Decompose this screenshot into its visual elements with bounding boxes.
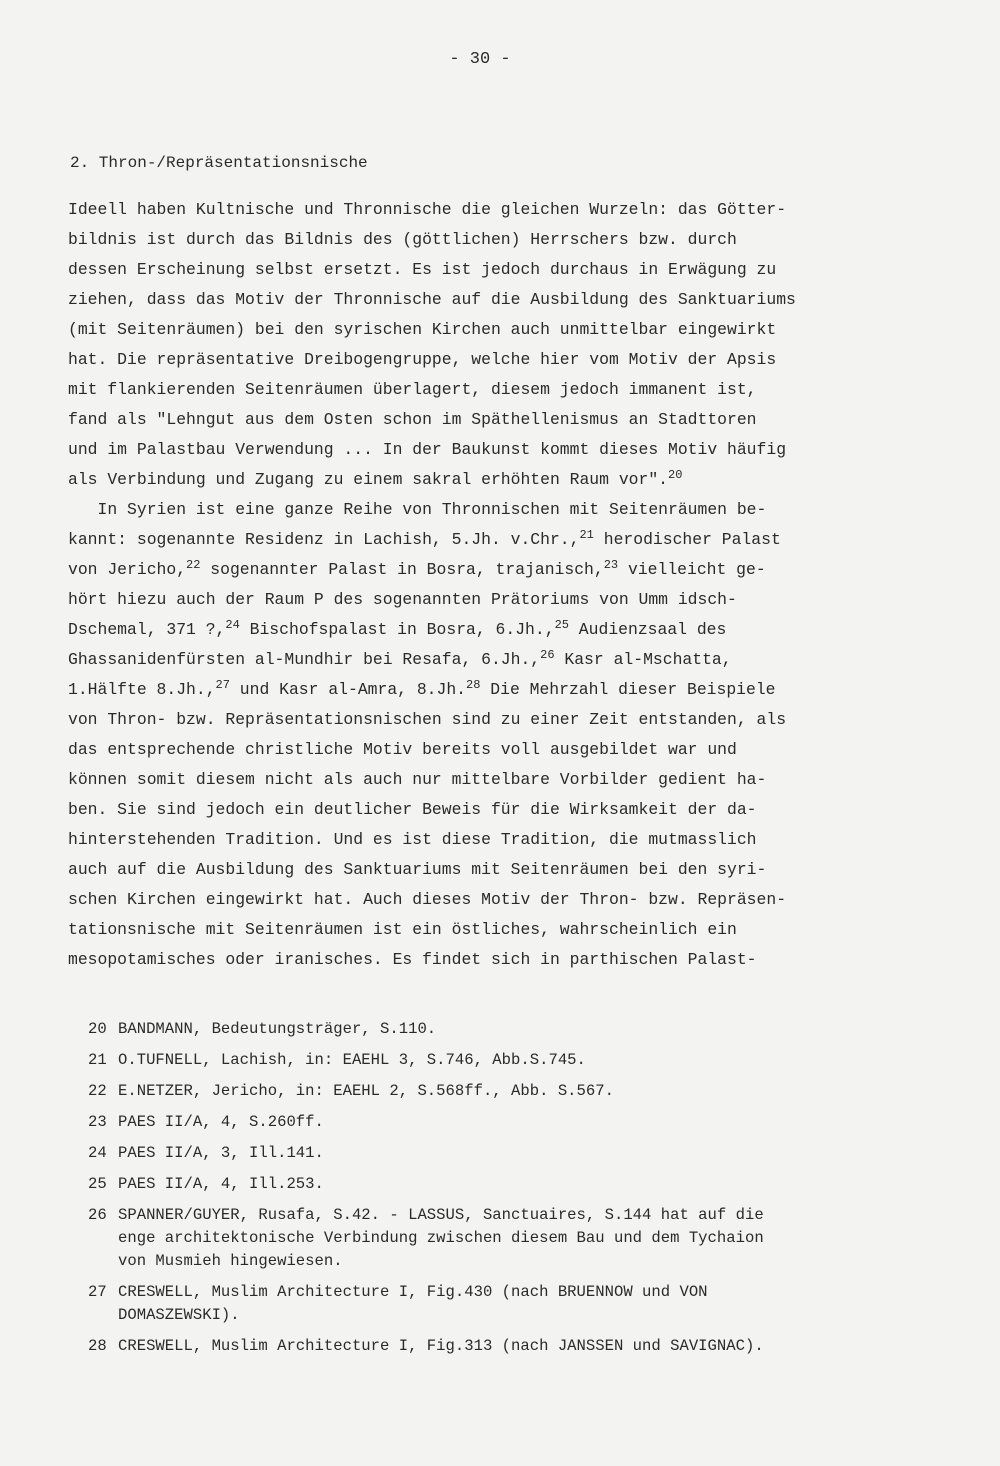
- text-run: und im Palastbau Verwendung ... In der Baukunst kommt dieses Motiv häufig: [68, 440, 787, 459]
- footnote: [88, 1281, 948, 1327]
- footnote-ref: 23: [603, 558, 619, 572]
- text-run: mesopotamisches oder iranisches. Es findet sich in parthischen Palast-: [68, 950, 757, 969]
- footnote-number: 28: [88, 1337, 107, 1355]
- footnote-text: PAES II/A, 4, S.260ff.: [118, 1113, 324, 1131]
- text-run: ben. Sie sind jedoch ein deutlicher Beweis für die Wirksamkeit der da-: [68, 800, 757, 819]
- footnote-ref: 25: [554, 618, 569, 632]
- footnote-ref: 22: [186, 558, 201, 572]
- body-line: [68, 675, 928, 705]
- footnote-ref: 24: [225, 618, 240, 632]
- text-run: herodischer Palast: [593, 530, 781, 549]
- footnote-number: 25: [88, 1175, 107, 1193]
- footnote-text: E.NETZER, Jericho, in: EAEHL 2, S.568ff., Abb. S.567.: [118, 1082, 614, 1100]
- text-run: hat. Die repräsentative Dreibogengruppe, welche hier vom Motiv der Apsis: [68, 350, 777, 369]
- body-line: [68, 285, 928, 315]
- body-line: [68, 855, 928, 885]
- text-run: Audienzsaal des: [568, 620, 727, 639]
- text-run: tationsnische mit Seitenräumen ist ein östliches, wahrscheinlich ein: [68, 920, 737, 939]
- text-run: In Syrien ist eine ganze Reihe von Thronnischen mit Seitenräumen be-: [68, 500, 767, 519]
- footnote: [88, 1204, 948, 1273]
- footnote: [88, 1142, 948, 1165]
- body-line: [68, 555, 928, 585]
- body-line: [68, 735, 928, 765]
- text-run: sogenannter Palast in Bosra, trajanisch,: [200, 560, 604, 579]
- footnote-number: 24: [88, 1144, 107, 1162]
- text-run: Die Mehrzahl dieser Beispiele: [480, 680, 776, 699]
- text-run: vielleicht ge-: [618, 560, 766, 579]
- text-run: kannt: sogenannte Residenz in Lachish, 5.Jh. v.Chr.,: [68, 530, 580, 549]
- body-line: [68, 585, 928, 615]
- footnote-ref: 21: [579, 528, 594, 542]
- text-run: bildnis ist durch das Bildnis des (göttlichen) Herrschers bzw. durch: [68, 230, 737, 249]
- footnote-number: 23: [88, 1113, 107, 1131]
- text-run: als Verbindung und Zugang zu einem sakral erhöhten Raum vor".: [68, 470, 668, 489]
- page-number: - 30 -: [449, 50, 511, 69]
- text-run: hört hiezu auch der Raum P des sogenannten Prätoriums von Umm idsch-: [68, 590, 737, 609]
- footnote-text: PAES II/A, 3, Ill.141.: [118, 1144, 324, 1162]
- body-text: [68, 195, 928, 975]
- body-line: [68, 915, 928, 945]
- footnote-number: 27: [88, 1283, 107, 1301]
- footnote-ref: 28: [466, 678, 481, 692]
- body-line: [68, 795, 928, 825]
- body-line: [68, 645, 928, 675]
- footnote: [88, 1049, 948, 1072]
- footnote-number: 20: [88, 1020, 107, 1038]
- text-run: Bischofspalast in Bosra, 6.Jh.,: [239, 620, 555, 639]
- text-run: hinterstehenden Tradition. Und es ist diese Tradition, die mutmasslich: [68, 830, 757, 849]
- text-run: von Jericho,: [68, 560, 187, 579]
- text-run: auch auf die Ausbildung des Sanktuariums mit Seitenräumen bei den syri-: [68, 860, 767, 879]
- text-run: fand als "Lehngut aus dem Osten schon im Späthellenismus an Stadttoren: [68, 410, 757, 429]
- footnote-number: 21: [88, 1051, 107, 1069]
- footnote-text: CRESWELL, Muslim Architecture I, Fig.430 (nach BRUENNOW und VON DOMASZEWSKI).: [118, 1283, 708, 1324]
- body-line: [68, 315, 928, 345]
- footnote: [88, 1111, 948, 1134]
- text-run: Ghassanidenfürsten al-Mundhir bei Resafa, 6.Jh.,: [68, 650, 541, 669]
- text-run: schen Kirchen eingewirkt hat. Auch dieses Motiv der Thron- bzw. Repräsen-: [68, 890, 787, 909]
- footnote: [88, 1335, 948, 1358]
- text-run: (mit Seitenräumen) bei den syrischen Kirchen auch unmittelbar eingewirkt: [68, 320, 777, 339]
- body-line: [68, 225, 928, 255]
- footnote: [88, 1018, 948, 1041]
- body-line: [68, 195, 928, 225]
- footnote-text: O.TUFNELL, Lachish, in: EAEHL 3, S.746, Abb.S.745.: [118, 1051, 586, 1069]
- text-run: von Thron- bzw. Repräsentationsnischen sind zu einer Zeit entstanden, als: [68, 710, 787, 729]
- section-heading: 2. Thron-/Repräsentationsnische: [70, 154, 368, 172]
- text-run: Kasr al-Mschatta,: [554, 650, 732, 669]
- body-line: [68, 945, 928, 975]
- body-line: [68, 765, 928, 795]
- footnote-number: 26: [88, 1206, 107, 1224]
- text-run: Ideell haben Kultnische und Thronnische die gleichen Wurzeln: das Götter-: [68, 200, 787, 219]
- text-run: können somit diesem nicht als auch nur mittelbare Vorbilder gedient ha-: [68, 770, 767, 789]
- body-line: [68, 405, 928, 435]
- text-run: Dschemal, 371 ?,: [68, 620, 226, 639]
- text-run: dessen Erscheinung selbst ersetzt. Es ist jedoch durchaus in Erwägung zu: [68, 260, 777, 279]
- body-line: [68, 825, 928, 855]
- body-line: [68, 345, 928, 375]
- body-line: [68, 705, 928, 735]
- text-run: und Kasr al-Amra, 8.Jh.: [229, 680, 467, 699]
- footnote-ref: 26: [540, 648, 555, 662]
- footnote: [88, 1173, 948, 1196]
- footnote-number: 22: [88, 1082, 107, 1100]
- body-line: [68, 435, 928, 465]
- text-run: ziehen, dass das Motiv der Thronnische auf die Ausbildung des Sanktuariums: [68, 290, 796, 309]
- footnote-text: BANDMANN, Bedeutungsträger, S.110.: [118, 1020, 437, 1038]
- body-line: [68, 885, 928, 915]
- body-line: [68, 615, 928, 645]
- footnote: [88, 1080, 948, 1103]
- text-run: 1.Hälfte 8.Jh.,: [68, 680, 216, 699]
- footnote-ref: 27: [215, 678, 230, 692]
- text-run: mit flankierenden Seitenräumen überlagert, diesem jedoch immanent ist,: [68, 380, 757, 399]
- footnote-text: PAES II/A, 4, Ill.253.: [118, 1175, 324, 1193]
- footnote-text: CRESWELL, Muslim Architecture I, Fig.313 (nach JANSSEN und SAVIGNAC).: [118, 1337, 764, 1355]
- body-line: [68, 495, 928, 525]
- footnotes: [88, 1018, 948, 1366]
- body-line: [68, 375, 928, 405]
- body-line: [68, 255, 928, 285]
- body-line: [68, 465, 928, 495]
- body-line: [68, 525, 928, 555]
- text-run: das entsprechende christliche Motiv bereits voll ausgebildet war und: [68, 740, 737, 759]
- footnote-text: SPANNER/GUYER, Rusafa, S.42. - LASSUS, Sanctuaires, S.144 hat auf die enge architektonische Verbindung zwischen diesem Bau und dem Tychaion von Musmieh hingewiesen.: [118, 1206, 764, 1270]
- footnote-ref: 20: [668, 468, 683, 482]
